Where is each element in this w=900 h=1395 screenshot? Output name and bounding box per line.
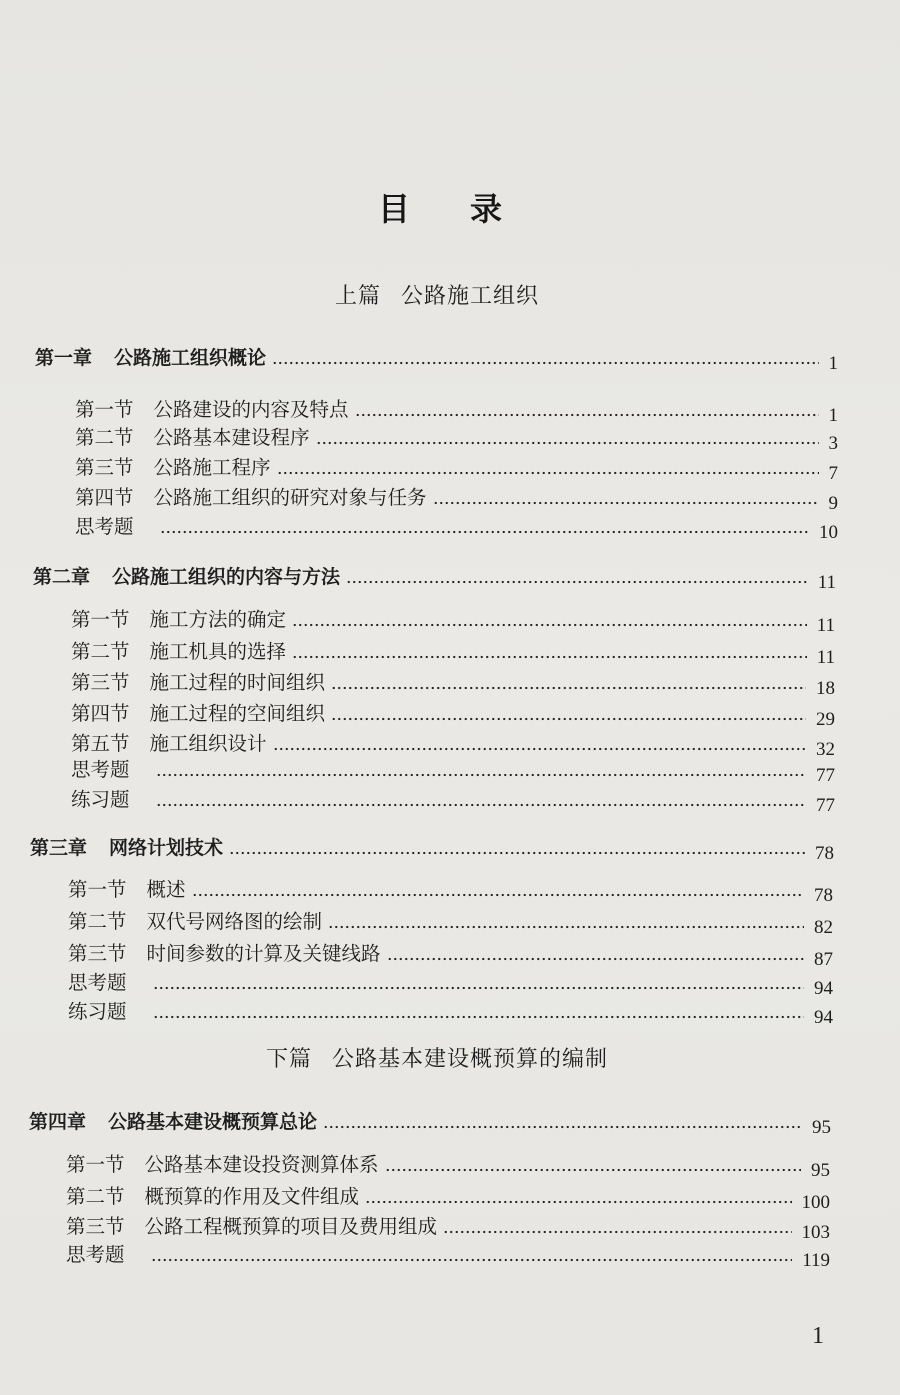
exercise-label: 思考题 xyxy=(68,971,127,994)
section-title: 施工过程的时间组织 xyxy=(149,671,326,694)
section-label: 第一节 xyxy=(68,878,127,901)
section-entry xyxy=(68,941,833,970)
section-entry xyxy=(75,455,838,484)
dot-leader xyxy=(443,1230,791,1234)
exercise-label: 思考题 xyxy=(66,1243,125,1266)
dot-leader xyxy=(277,471,819,475)
section-label: 第二节 xyxy=(66,1185,125,1208)
section-title: 公路工程概预算的项目及费用组成 xyxy=(144,1215,438,1238)
dot-leader xyxy=(153,986,804,990)
part-label: 上篇 xyxy=(334,284,381,309)
dot-leader xyxy=(385,1168,801,1172)
exercise-label: 练习题 xyxy=(68,1000,127,1023)
page-number: 11 xyxy=(817,572,836,593)
section-label: 第三节 xyxy=(71,671,130,694)
dot-leader xyxy=(292,655,807,659)
page-number: 7 xyxy=(828,463,838,484)
page-number: 94 xyxy=(814,978,833,999)
section-entry xyxy=(75,485,838,514)
page-number: 11 xyxy=(816,615,835,636)
section-title: 双代号网络图的绘制 xyxy=(146,910,323,933)
section-label: 第五节 xyxy=(71,732,130,755)
section-entry xyxy=(75,397,838,426)
dot-leader xyxy=(331,717,806,721)
part-title: 公路基本建设概预算的编制 xyxy=(332,1047,609,1072)
section-label: 第四节 xyxy=(71,702,130,725)
section-label: 第三节 xyxy=(66,1215,125,1238)
exercise-entry xyxy=(68,970,833,999)
page-number: 95 xyxy=(811,1160,830,1181)
section-label: 第二节 xyxy=(75,426,134,449)
page-number: 29 xyxy=(816,709,835,730)
chapter-title: 公路施工组织的内容与方法 xyxy=(112,566,341,588)
dot-leader xyxy=(156,803,806,807)
section-label: 第二节 xyxy=(71,640,130,663)
section-entry xyxy=(66,1152,830,1181)
page-number: 119 xyxy=(802,1250,830,1271)
section-title: 公路基本建设程序 xyxy=(153,426,310,449)
toc-title: 目录 xyxy=(378,190,563,228)
folio-page-number: 1 xyxy=(812,1323,824,1349)
page-number: 103 xyxy=(801,1222,830,1243)
section-title: 公路建设的内容及特点 xyxy=(153,398,349,421)
page-number: 82 xyxy=(814,917,833,938)
page-number: 32 xyxy=(816,739,835,760)
page-number: 95 xyxy=(812,1117,831,1138)
dot-leader xyxy=(328,925,804,929)
chapter-title: 公路基本建设概预算总论 xyxy=(108,1111,318,1133)
chapter-title: 网络计划技术 xyxy=(109,837,224,859)
section-title: 公路基本建设投资测算体系 xyxy=(144,1153,379,1176)
page-number: 78 xyxy=(814,885,833,906)
page-number: 77 xyxy=(816,765,835,786)
exercise-entry xyxy=(75,514,838,543)
exercise-label: 练习题 xyxy=(71,788,130,811)
dot-leader xyxy=(156,773,806,777)
section-entry xyxy=(66,1184,830,1213)
section-entry xyxy=(71,607,835,636)
section-label: 第一节 xyxy=(66,1153,125,1176)
section-entry xyxy=(75,425,838,454)
section-title: 时间参数的计算及关键线路 xyxy=(146,942,381,965)
dot-leader xyxy=(387,957,804,961)
section-label: 第三节 xyxy=(75,456,134,479)
dot-leader xyxy=(272,361,818,365)
section-title: 概述 xyxy=(146,878,186,901)
exercise-label: 思考题 xyxy=(71,758,130,781)
dot-leader xyxy=(355,413,819,417)
section-title: 公路施工组织的研究对象与任务 xyxy=(153,486,427,509)
page-number: 94 xyxy=(814,1007,833,1028)
exercise-entry xyxy=(66,1242,830,1271)
page-number: 10 xyxy=(819,522,838,543)
section-label: 第三节 xyxy=(68,942,127,965)
dot-leader xyxy=(292,623,807,627)
dot-leader xyxy=(365,1200,791,1204)
page-number: 11 xyxy=(816,647,835,668)
dot-leader xyxy=(153,1015,804,1019)
page-number: 1 xyxy=(828,353,838,374)
page-number: 3 xyxy=(828,433,838,454)
dot-leader xyxy=(331,686,806,690)
exercise-entry xyxy=(71,757,835,786)
section-entry xyxy=(71,639,835,668)
section-title: 公路施工程序 xyxy=(153,456,271,479)
dot-leader xyxy=(316,441,819,445)
page-number: 1 xyxy=(828,405,838,426)
section-label: 第一节 xyxy=(75,398,134,421)
section-label: 第一节 xyxy=(71,608,130,631)
page-number: 78 xyxy=(815,843,834,864)
dot-leader xyxy=(323,1125,802,1129)
part-label: 下篇 xyxy=(265,1047,312,1072)
section-title: 概预算的作用及文件组成 xyxy=(144,1185,360,1208)
chapter-title: 公路施工组织概论 xyxy=(114,347,267,369)
section-label: 第二节 xyxy=(68,910,127,933)
part-heading xyxy=(0,283,874,311)
exercise-entry xyxy=(71,787,835,816)
section-entry xyxy=(66,1214,830,1243)
page-number: 77 xyxy=(816,795,835,816)
section-entry xyxy=(71,670,835,699)
chapter-heading xyxy=(33,564,836,593)
page-number: 87 xyxy=(814,949,833,970)
section-label: 第四节 xyxy=(75,486,134,509)
section-entry xyxy=(71,731,835,760)
chapter-heading xyxy=(30,835,834,864)
section-title: 施工组织设计 xyxy=(149,732,267,755)
page-number: 100 xyxy=(801,1192,830,1213)
part-heading xyxy=(0,1046,874,1074)
dot-leader xyxy=(346,580,808,584)
chapter-label: 第一章 xyxy=(35,347,93,369)
section-title: 施工方法的确定 xyxy=(149,608,287,631)
chapter-label: 第二章 xyxy=(33,566,91,588)
chapter-heading xyxy=(29,1109,831,1138)
section-entry xyxy=(68,909,833,938)
dot-leader xyxy=(192,893,804,897)
section-entry xyxy=(68,877,833,906)
section-title: 施工过程的空间组织 xyxy=(149,702,326,725)
dot-leader xyxy=(160,530,809,534)
page-number: 9 xyxy=(828,493,838,514)
chapter-heading xyxy=(35,345,838,374)
part-title: 公路施工组织 xyxy=(401,284,540,309)
dot-leader xyxy=(273,747,806,751)
chapter-label: 第三章 xyxy=(30,837,88,859)
dot-leader xyxy=(229,851,805,855)
exercise-entry xyxy=(68,999,833,1028)
section-entry xyxy=(71,701,835,730)
dot-leader xyxy=(433,501,819,505)
chapter-label: 第四章 xyxy=(29,1111,87,1133)
exercise-label: 思考题 xyxy=(75,515,134,538)
page-number: 18 xyxy=(816,678,835,699)
section-title: 施工机具的选择 xyxy=(149,640,287,663)
dot-leader xyxy=(151,1258,793,1262)
